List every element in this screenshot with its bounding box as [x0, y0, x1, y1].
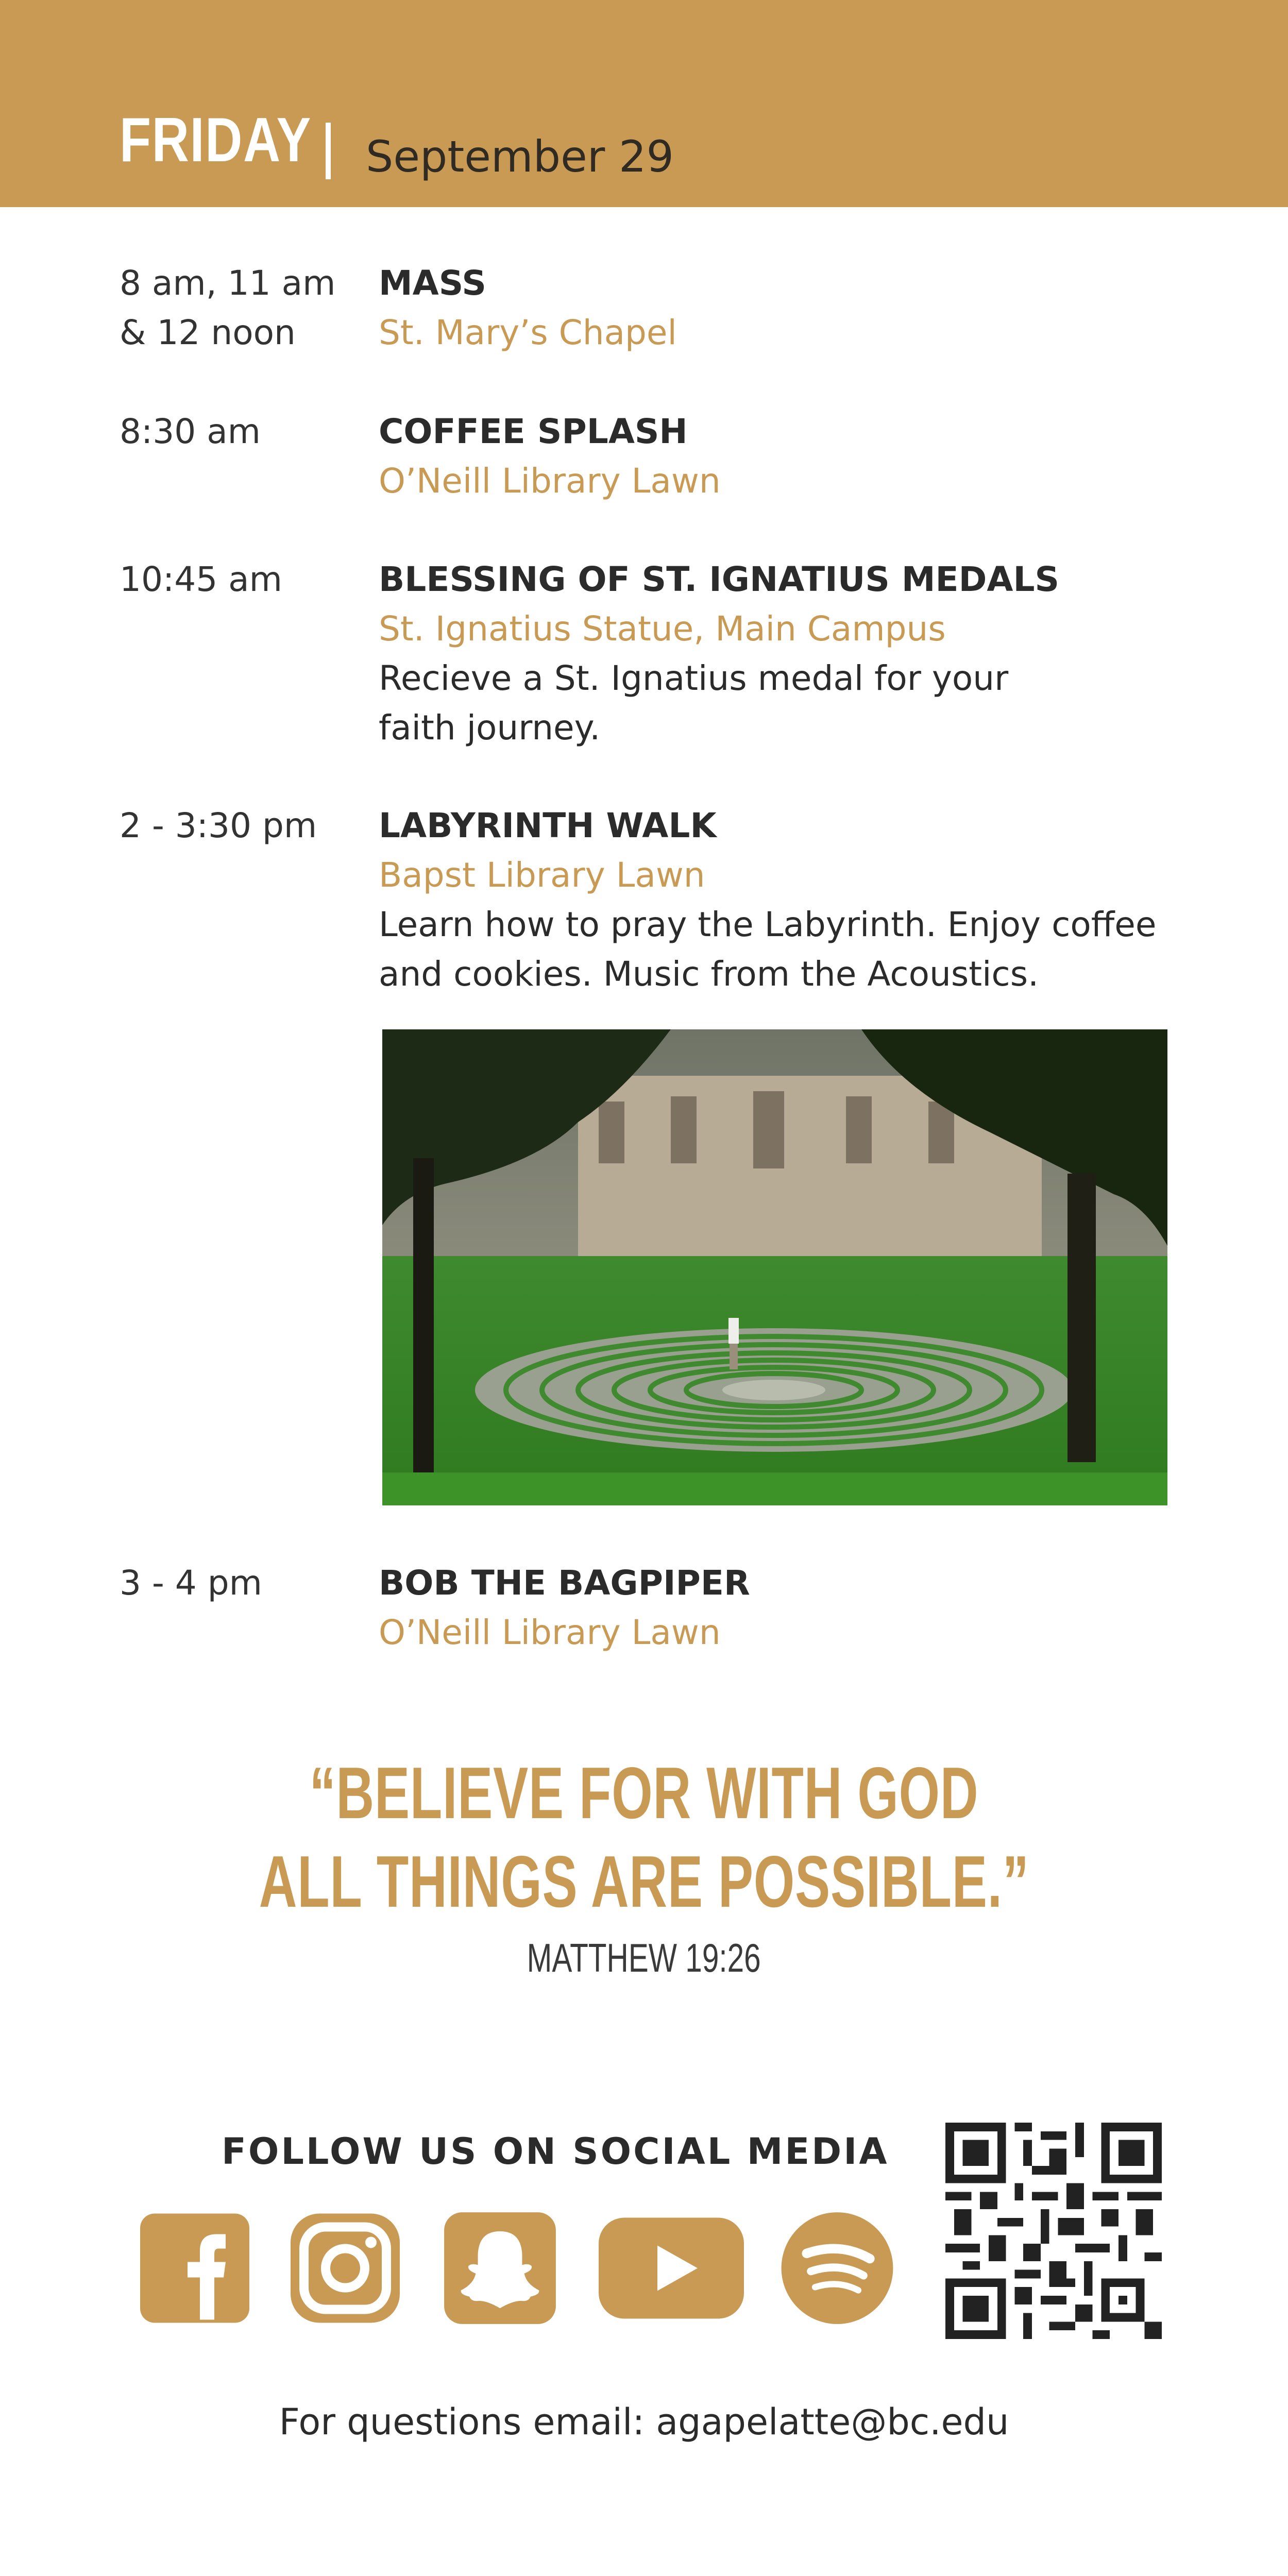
event-title: MASS — [379, 263, 486, 303]
instagram-icon[interactable] — [289, 2210, 402, 2326]
event-location: O’Neill Library Lawn — [379, 1613, 721, 1652]
quote-line-2: ALL THINGS ARE POSSIBLE.” — [259, 1841, 1029, 1923]
header-divider — [326, 123, 331, 179]
quote-citation — [0, 1935, 1288, 1981]
snapchat-icon[interactable] — [442, 2210, 558, 2326]
facebook-icon[interactable] — [138, 2210, 251, 2326]
event-title: COFFEE SPLASH — [379, 412, 688, 451]
citation-text: MATTHEW 19:26 — [527, 1935, 761, 1980]
scripture-quote — [0, 1749, 1288, 1926]
labyrinth-photo — [382, 1029, 1167, 1505]
event-time: 8:30 am — [120, 412, 261, 451]
event-time: 3 - 4 pm — [120, 1563, 262, 1603]
event-title: BLESSING OF ST. IGNATIUS MEDALS — [379, 560, 1060, 599]
event-location: Bapst Library Lawn — [379, 855, 705, 895]
youtube-icon[interactable] — [597, 2210, 746, 2326]
event-location: O’Neill Library Lawn — [379, 461, 721, 501]
date-heading: September 29 — [366, 131, 674, 182]
event-description: Recieve a St. Ignatius medal for your faith journey. — [379, 658, 1009, 748]
event-time: 10:45 am — [120, 560, 282, 599]
day-heading: FRIDAY — [120, 105, 312, 175]
quote-line-1: “BELIEVE FOR WITH GOD — [309, 1752, 979, 1834]
event-title: LABYRINTH WALK — [379, 806, 717, 845]
spotify-icon[interactable] — [778, 2210, 896, 2326]
event-description: Learn how to pray the Labyrinth. Enjoy coffee and cookies. Music from the Acoustics. — [379, 905, 1157, 994]
event-location: St. Ignatius Statue, Main Campus — [379, 609, 946, 649]
contact-email[interactable]: For questions email: agapelatte@bc.edu — [279, 2401, 1009, 2443]
event-time: 2 - 3:30 pm — [120, 806, 317, 845]
qr-code-icon[interactable] — [945, 2123, 1162, 2339]
event-time: 8 am, 11 am & 12 noon — [120, 263, 336, 352]
page-header — [0, 0, 1288, 207]
event-location: St. Mary’s Chapel — [379, 313, 677, 352]
event-title: BOB THE BAGPIPER — [379, 1563, 750, 1603]
social-heading: FOLLOW US ON SOCIAL MEDIA — [222, 2130, 889, 2173]
